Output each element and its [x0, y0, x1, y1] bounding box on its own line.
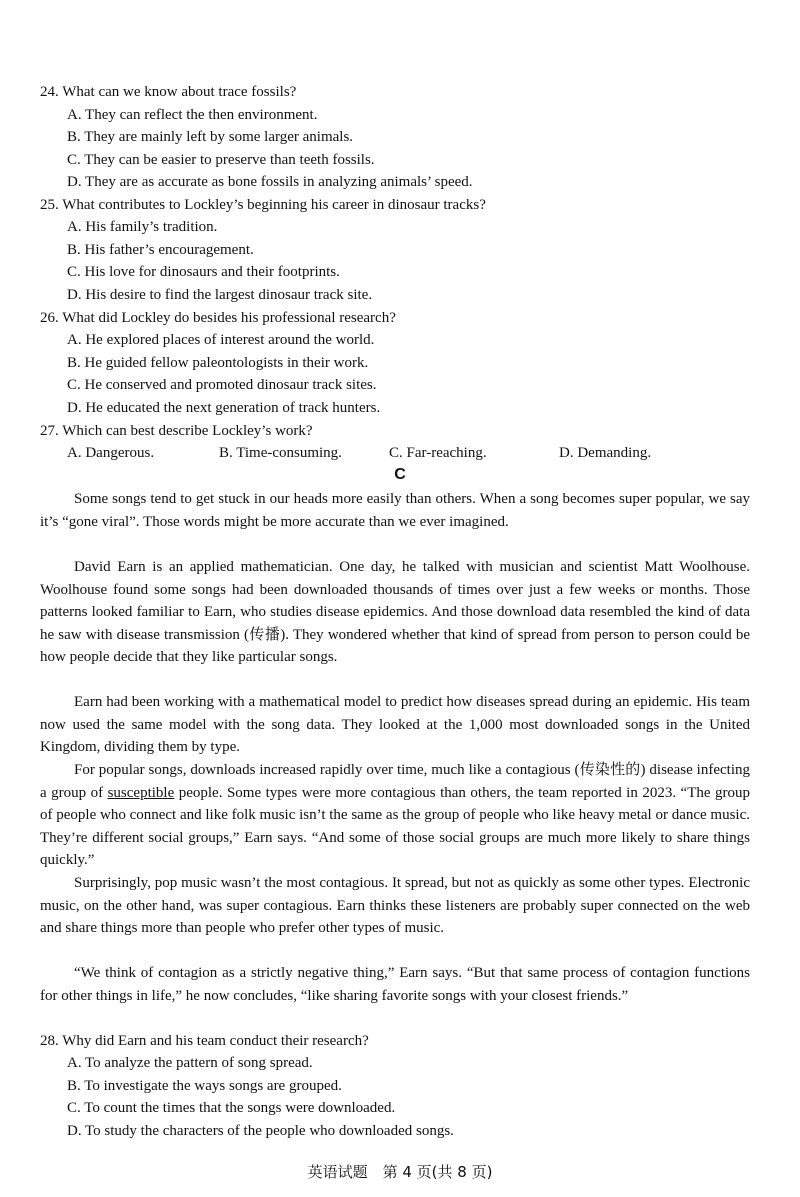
question-27-option-d: D. Demanding. [559, 445, 652, 461]
passage-paragraph-4 [40, 759, 750, 872]
question-26-option-c: C. He conserved and promoted dinosaur track sites. [67, 377, 377, 393]
section-c-heading: C [394, 466, 406, 483]
question-27-option-a: A. Dangerous. [67, 445, 155, 461]
question-24-option-a: A. They can reflect the then environment. [67, 107, 318, 123]
question-27-option-b: B. Time-consuming. [219, 445, 342, 461]
question-24-option-c: C. They can be easier to preserve than teeth fossils. [67, 152, 375, 168]
question-28-option-d: D. To study the characters of the people who downloaded songs. [67, 1123, 454, 1139]
passage-paragraph-3: Earn had been working with a mathematical model to predict how diseases spread during an epidemic. His team now used the same model with the song data. They looked at the 1,000 most downloaded songs in the United Kingdom, dividing them by type. [40, 694, 750, 755]
question-26-option-a: A. He explored places of interest around the world. [67, 332, 375, 348]
question-24-option-d: D. They are as accurate as bone fossils in analyzing animals’ speed. [67, 174, 473, 190]
page-footer: 英语试题 第 4 页(共 8 页) [307, 1163, 493, 1181]
underlined-word-susceptible: susceptible [107, 784, 175, 801]
question-25-option-d: D. His desire to find the largest dinosaur track site. [67, 287, 373, 303]
paragraph-4-text-after: people. Some types were more contagious than others, the team reported in 2023. “The group of people who connect and like folk music isn’t the same as the group of people who like heavy metal or dance music. They’re different social groups,” Earn says. “And some of those social groups are much more likely to share things quickly.” [40, 784, 750, 868]
question-27-option-c: C. Far-reaching. [389, 445, 487, 461]
question-28-stem: 28. Why did Earn and his team conduct their research? [40, 1033, 369, 1049]
question-25-stem: 25. What contributes to Lockley’s beginning his career in dinosaur tracks? [40, 197, 486, 213]
question-26-option-b: B. He guided fellow paleontologists in their work. [67, 355, 369, 371]
question-28-option-b: B. To investigate the ways songs are grouped. [67, 1078, 342, 1094]
question-28-option-a: A. To analyze the pattern of song spread. [67, 1055, 313, 1071]
paragraph-4-text-before: For popular songs, downloads increased rapidly over time, much like a contagious (传染性的) disease infecting a group of [40, 762, 750, 801]
passage-paragraph-6: “We think of contagion as a strictly negative thing,” Earn says. “But that same process of contagion functions for other things in life,” he now concludes, “like sharing favorite songs with your closest friends.” [40, 965, 750, 1004]
question-25-option-b: B. His father’s encouragement. [67, 242, 254, 258]
question-26-option-d: D. He educated the next generation of track hunters. [67, 400, 381, 416]
passage-paragraph-5: Surprisingly, pop music wasn’t the most contagious. It spread, but not as quickly as some other types. Electronic music, on the other hand, was super contagious. Earn thinks these listeners are probably super connected on the web and share things more than people who prefer other types of music. [40, 875, 750, 936]
question-27-stem: 27. Which can best describe Lockley’s work? [40, 423, 313, 439]
passage-paragraph-2: David Earn is an applied mathematician. One day, he talked with musician and scientist Matt Woolhouse. Woolhouse found some songs had been downloaded thousands of times over just a few weeks or months. Those patterns looked familiar to Earn, who studies disease epidemics. And those download data resembled the kind of data he saw with disease transmission (传播). They wondered whether that kind of spread from person to person could be how people decide that they like particular songs. [40, 559, 750, 665]
passage-paragraph-1: Some songs tend to get stuck in our heads more easily than others. When a song becomes super popular, we say it’s “gone viral”. Those words might be more accurate than we ever imagined. [40, 491, 750, 530]
question-25-option-a: A. His family’s tradition. [67, 219, 218, 235]
question-25-option-c: C. His love for dinosaurs and their footprints. [67, 264, 340, 280]
question-26-stem: 26. What did Lockley do besides his professional research? [40, 310, 396, 326]
question-24-stem: 24. What can we know about trace fossils? [40, 84, 297, 100]
question-28-option-c: C. To count the times that the songs were downloaded. [67, 1100, 396, 1116]
question-24-option-b: B. They are mainly left by some larger animals. [67, 129, 354, 145]
